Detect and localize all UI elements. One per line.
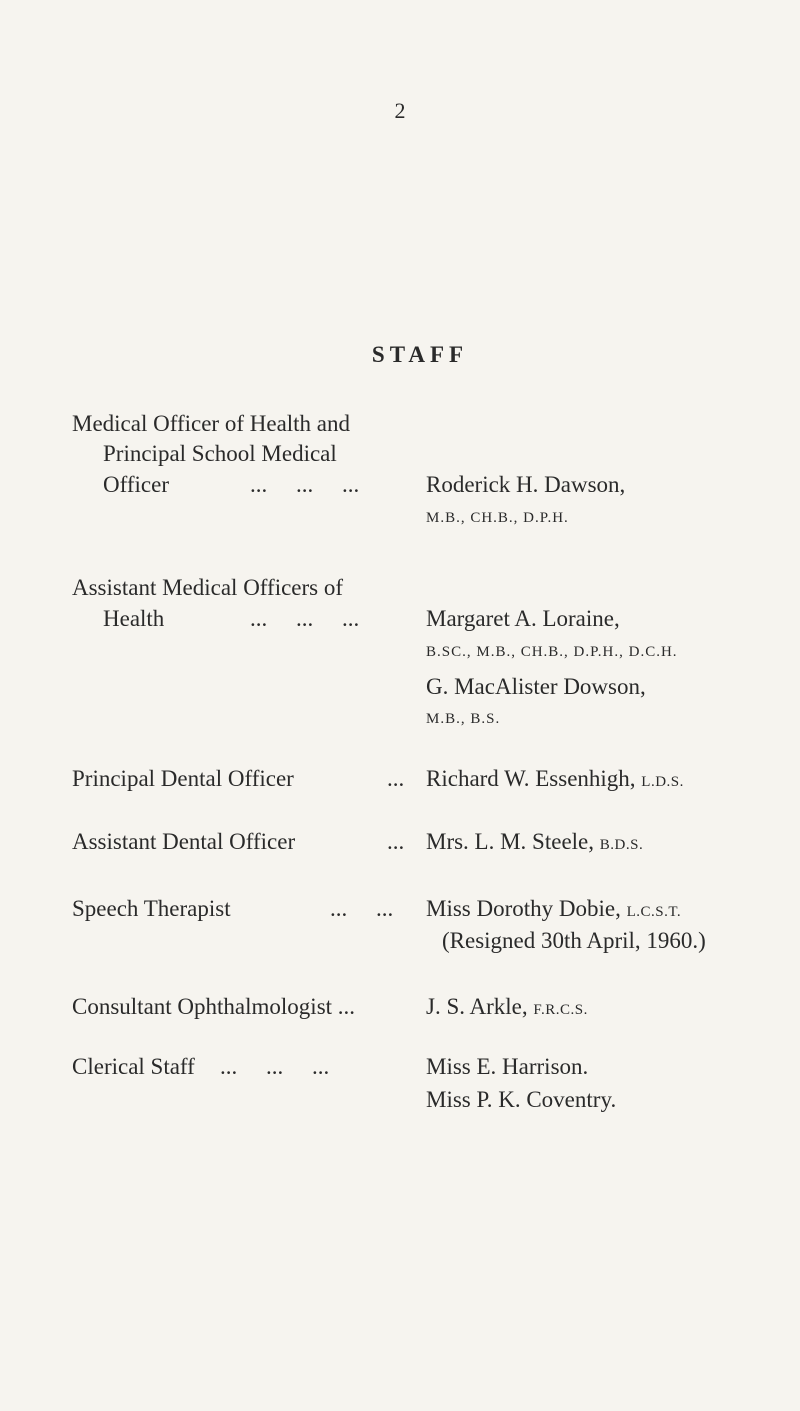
leader-dots: ... ...: [330, 896, 394, 921]
quals-amoh-2: M.B., B.S.: [426, 711, 501, 727]
role-moh-line3: Officer: [103, 472, 169, 497]
leader-dots: ... ... ...: [220, 1054, 330, 1079]
name-pdo: [426, 765, 684, 796]
name-ophth: [426, 993, 588, 1024]
role-amoh-line2: Health: [103, 606, 165, 631]
quals-ophth: F.R.C.S.: [533, 1002, 588, 1018]
leader-dots: ... ... ...: [250, 472, 360, 497]
name-amoh-2: G. MacAlister Dowson,: [426, 674, 646, 699]
role-clerical: Clerical Staff: [72, 1054, 195, 1079]
role-moh-line1: Medical Officer of Health and: [72, 411, 351, 436]
name-pdo-text: Richard W. Essenhigh,: [426, 766, 636, 791]
page-title: STAFF: [371, 342, 469, 367]
leader-dots: ... ... ...: [250, 606, 360, 631]
role-moh-line2: Principal School Medical: [103, 441, 337, 466]
name-speech: [426, 895, 681, 926]
leader-dots: ...: [387, 766, 405, 791]
page-number: 2: [394, 98, 406, 123]
name-ado: [426, 828, 643, 859]
role-speech: Speech Therapist: [72, 896, 231, 921]
role-amoh-line1: Assistant Medical Officers of: [72, 575, 344, 600]
role-ophth: Consultant Ophthalmologist ...: [72, 994, 356, 1019]
quals-moh: M.B., CH.B., D.P.H.: [426, 510, 569, 526]
role-ado: Assistant Dental Officer: [72, 829, 296, 854]
name-clerical-2: Miss P. K. Coventry.: [426, 1087, 617, 1112]
name-clerical-1: Miss E. Harrison.: [426, 1054, 589, 1079]
name-amoh-1: Margaret A. Loraine,: [426, 606, 620, 631]
note-speech: (Resigned 30th April, 1960.): [442, 928, 706, 953]
role-pdo: Principal Dental Officer: [72, 766, 294, 791]
name-speech-text: Miss Dorothy Dobie,: [426, 896, 621, 921]
quals-ado: B.D.S.: [599, 837, 644, 853]
quals-pdo: L.D.S.: [641, 774, 684, 790]
quals-amoh-1: B.SC., M.B., CH.B., D.P.H., D.C.H.: [426, 644, 678, 660]
name-ado-text: Mrs. L. M. Steele,: [426, 829, 595, 854]
name-ophth-text: J. S. Arkle,: [426, 994, 528, 1019]
leader-dots: ...: [387, 829, 405, 854]
quals-speech: L.C.S.T.: [626, 904, 682, 920]
name-moh: Roderick H. Dawson,: [426, 472, 626, 497]
